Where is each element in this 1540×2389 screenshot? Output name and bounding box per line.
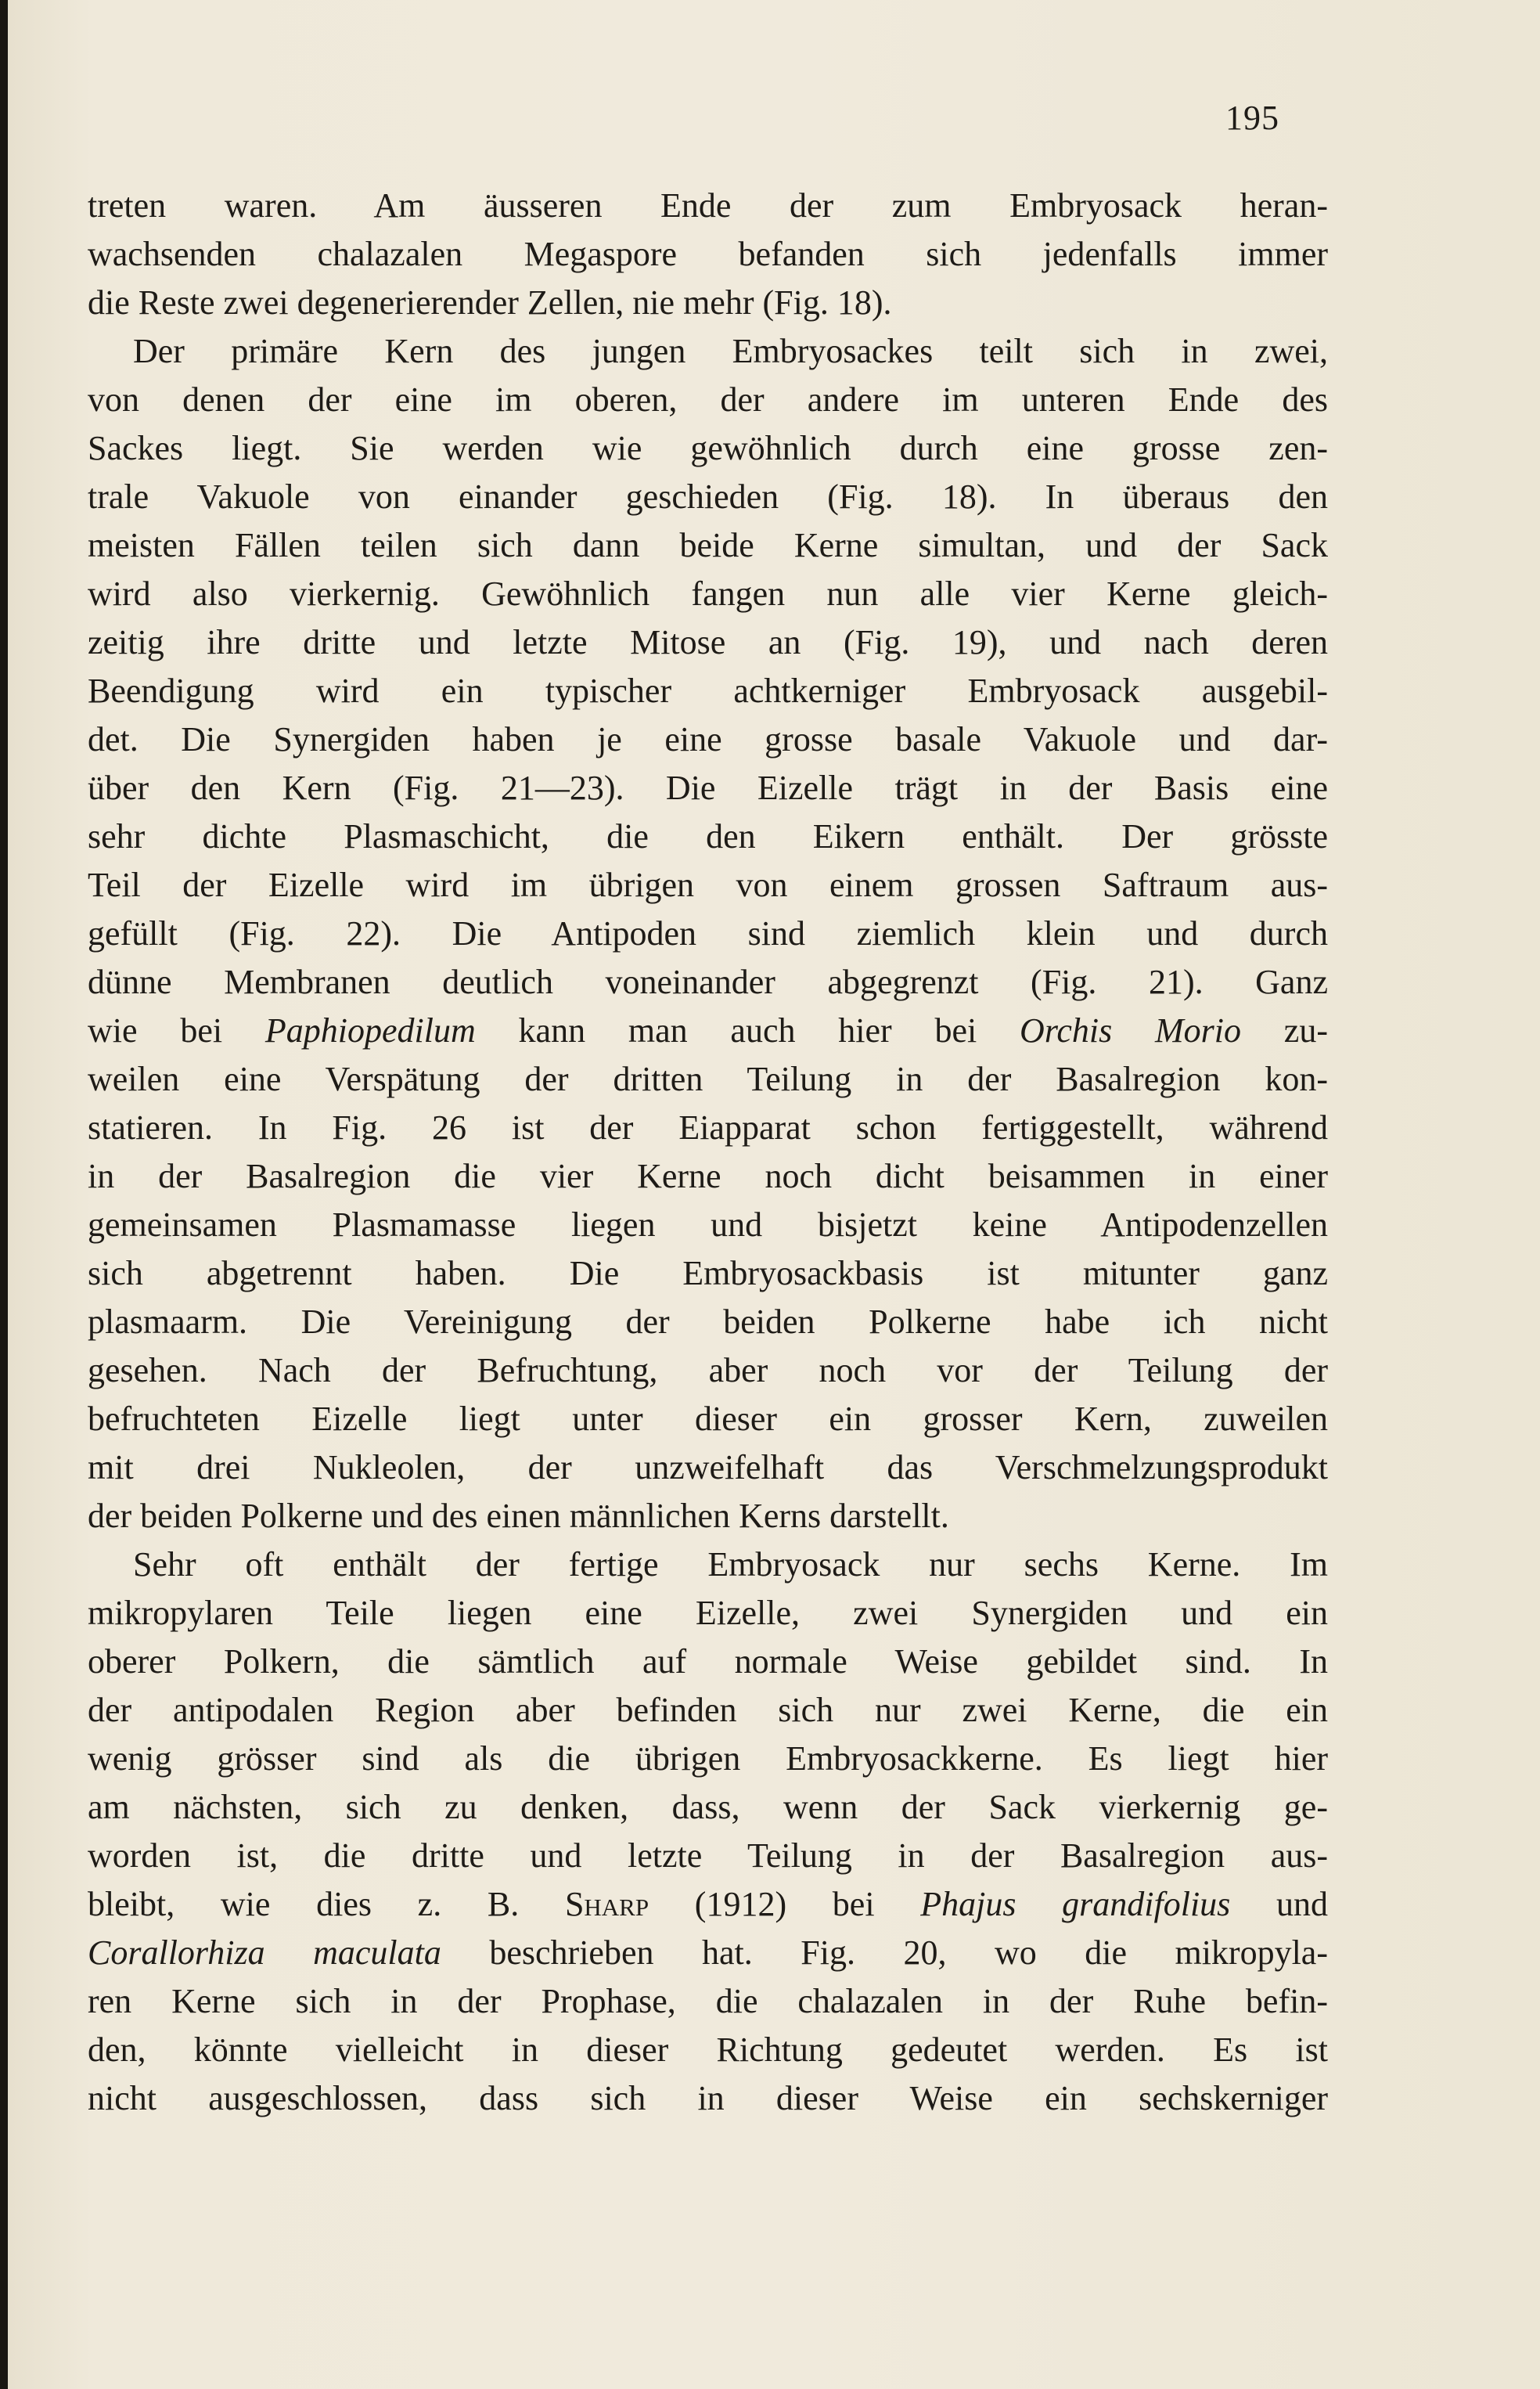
text-segment: über den Kern (Fig. 21—23). Die Eizelle trägt in der Basis eine (88, 769, 1328, 807)
text-line (88, 764, 1328, 813)
text-segment: beschrieben hat. Fig. 20, wo die mikropyla- (441, 1933, 1328, 1972)
text-segment: in der Basalregion die vier Kerne noch dicht beisammen in einer (88, 1157, 1328, 1195)
body-text (88, 182, 1328, 2123)
text-line (88, 1055, 1328, 1104)
text-line (88, 1443, 1328, 1492)
text-segment: Sharp (564, 1885, 649, 1923)
text-line (88, 1540, 1328, 1589)
text-line (88, 2074, 1328, 2123)
text-segment: Paphiopedilum (264, 1011, 476, 1050)
text-line (88, 1007, 1328, 1055)
text-line (88, 715, 1328, 764)
page-binding-edge (0, 0, 8, 2389)
text-segment: statieren. In Fig. 26 ist der Eiapparat schon fertiggestellt, während (88, 1108, 1328, 1147)
text-segment: ren Kerne sich in der Prophase, die chalazalen in der Ruhe befin- (88, 1982, 1328, 2020)
text-segment: worden ist, die dritte und letzte Teilung in der Basalregion aus- (88, 1836, 1328, 1875)
text-segment: trale Vakuole von einander geschieden (Fig. 18). In überaus den (88, 477, 1328, 516)
text-line (88, 1783, 1328, 1832)
text-line (88, 1832, 1328, 1880)
text-line (88, 861, 1328, 910)
text-line (88, 958, 1328, 1007)
text-segment: oberer Polkern, die sämtlich auf normale Weise gebildet sind. In (88, 1642, 1328, 1681)
text-segment: mikropylaren Teile liegen eine Eizelle, zwei Synergiden und ein (88, 1594, 1328, 1632)
text-line (88, 279, 1328, 327)
text-line (88, 424, 1328, 473)
text-segment: Sehr oft enthält der fertige Embryosack nur sechs Kerne. Im (133, 1545, 1328, 1584)
text-line (88, 570, 1328, 618)
text-segment: zu- (1241, 1011, 1328, 1050)
text-segment: den, könnte vielleicht in dieser Richtung gedeutet werden. Es ist (88, 2030, 1328, 2069)
text-segment: wie bei (88, 1011, 265, 1050)
text-segment: det. Die Synergiden haben je eine grosse basale Vakuole und dar- (88, 720, 1328, 758)
text-segment: Der primäre Kern des jungen Embryosackes teilt sich in zwei, (133, 332, 1328, 370)
text-segment: wird also vierkernig. Gewöhnlich fangen nun alle vier Kerne gleich- (88, 575, 1328, 613)
text-segment: und (1230, 1885, 1329, 1923)
text-segment: Corallorhiza maculata (88, 1933, 441, 1972)
text-segment: am nächsten, sich zu denken, dass, wenn der Sack vierkernig ge- (88, 1788, 1328, 1826)
text-segment: Teil der Eizelle wird im übrigen von einem grossen Saftraum aus- (88, 866, 1328, 904)
page-number: 195 (1225, 99, 1279, 137)
text-segment: nicht ausgeschlossen, dass sich in dieser Weise ein sechskerniger (88, 2079, 1328, 2117)
text-line (88, 1492, 1328, 1540)
text-line (88, 1298, 1328, 1346)
text-line (88, 1346, 1328, 1395)
text-segment: befruchteten Eizelle liegt unter dieser ein grosser Kern, zuweilen (88, 1400, 1328, 1438)
text-segment: weilen eine Verspätung der dritten Teilung in der Basalregion kon- (88, 1060, 1328, 1098)
text-segment: Sackes liegt. Sie werden wie gewöhnlich durch eine grosse zen- (88, 429, 1328, 467)
text-line (88, 376, 1328, 424)
text-segment: die Reste zwei degenerierender Zellen, nie mehr (Fig. 18). (88, 283, 892, 322)
text-line (88, 1977, 1328, 2026)
text-line (88, 1929, 1328, 1977)
text-segment: Phajus grandifolius (920, 1885, 1231, 1923)
text-segment: zeitig ihre dritte und letzte Mitose an (Fig. 19), und nach deren (88, 623, 1328, 661)
text-line (88, 618, 1328, 667)
text-line (88, 1880, 1328, 1929)
text-line (88, 1395, 1328, 1443)
text-segment: dünne Membranen deutlich voneinander abgegrenzt (Fig. 21). Ganz (88, 963, 1328, 1001)
text-segment: mit drei Nukleolen, der unzweifelhaft das Verschmelzungsprodukt (88, 1448, 1328, 1486)
text-segment: gesehen. Nach der Befruchtung, aber noch vor der Teilung der (88, 1351, 1328, 1389)
text-line (88, 473, 1328, 521)
text-line (88, 1735, 1328, 1783)
text-segment: Beendigung wird ein typischer achtkerniger Embryosack ausgebil- (88, 672, 1328, 710)
text-line (88, 2026, 1328, 2074)
text-line (88, 1152, 1328, 1201)
text-segment: plasmaarm. Die Vereinigung der beiden Polkerne habe ich nicht (88, 1303, 1328, 1341)
text-line (88, 521, 1328, 570)
text-segment: Orchis Morio (1020, 1011, 1241, 1050)
text-line (88, 1201, 1328, 1249)
text-line (88, 1249, 1328, 1298)
text-segment: meisten Fällen teilen sich dann beide Kerne simultan, und der Sack (88, 526, 1328, 564)
text-line (88, 182, 1328, 230)
text-segment: (1912) bei (649, 1885, 921, 1923)
text-line (88, 1686, 1328, 1735)
text-line (88, 230, 1328, 279)
text-segment: wachsenden chalazalen Megaspore befanden sich jedenfalls immer (88, 235, 1328, 273)
text-segment: kann man auch hier bei (475, 1011, 1020, 1050)
text-line (88, 667, 1328, 715)
text-line (88, 1589, 1328, 1638)
text-segment: gemeinsamen Plasmamasse liegen und bisjetzt keine Antipodenzellen (88, 1205, 1328, 1244)
text-segment: treten waren. Am äusseren Ende der zum Embryosack heran- (88, 186, 1328, 225)
text-segment: bleibt, wie dies z. B. (88, 1885, 565, 1923)
text-line (88, 1104, 1328, 1152)
text-line (88, 910, 1328, 958)
text-segment: der antipodalen Region aber befinden sich nur zwei Kerne, die ein (88, 1691, 1328, 1729)
text-segment: sehr dichte Plasmaschicht, die den Eikern enthält. Der grösste (88, 817, 1328, 856)
text-segment: sich abgetrennt haben. Die Embryosackbasis ist mitunter ganz (88, 1254, 1328, 1292)
text-segment: gefüllt (Fig. 22). Die Antipoden sind ziemlich klein und durch (88, 914, 1328, 953)
text-line (88, 327, 1328, 376)
text-line (88, 1638, 1328, 1686)
text-line (88, 813, 1328, 861)
text-segment: der beiden Polkerne und des einen männlichen Kerns darstellt. (88, 1497, 949, 1535)
text-segment: von denen der eine im oberen, der andere im unteren Ende des (88, 380, 1328, 419)
text-segment: wenig grösser sind als die übrigen Embryosackkerne. Es liegt hier (88, 1739, 1328, 1778)
